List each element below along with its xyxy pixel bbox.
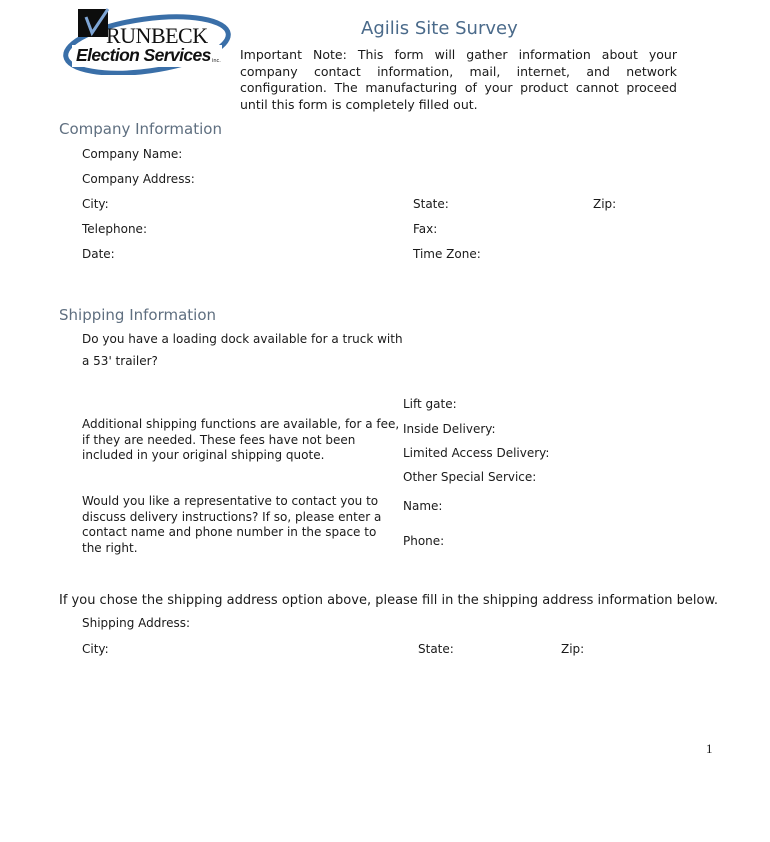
additional-shipping-text: Additional shipping functions are available, for a fee, if they are needed. These fees have not been included in your original shipping quote.: [82, 417, 400, 462]
logo-runbeck-text: RUNBECK: [106, 23, 208, 48]
important-note: Important Note: This form will gather information about your company contact information, mail, internet, and network configuration. The manufacturing of your product cannot proceed until this form is completely filled out.: [240, 47, 677, 112]
page-number: 1: [706, 741, 713, 756]
contact-name-label: Name:: [403, 499, 443, 513]
shipping-state-label: State:: [418, 642, 454, 656]
city-label: City:: [82, 197, 109, 211]
lift-gate-label: Lift gate:: [403, 397, 457, 411]
limited-access-delivery-label: Limited Access Delivery:: [403, 446, 550, 460]
zip-label: Zip:: [593, 197, 617, 211]
logo-inc-text: inc.: [212, 58, 221, 64]
time-zone-label: Time Zone:: [413, 247, 481, 261]
shipping-city-label: City:: [82, 642, 109, 656]
document-title: Agilis Site Survey: [361, 18, 518, 39]
runbeck-logo: [62, 3, 232, 75]
logo-election-services-text: Election Services: [76, 45, 211, 65]
other-special-service-label: Other Special Service:: [403, 470, 537, 484]
section-heading-company: Company Information: [59, 120, 222, 138]
section-heading-shipping: Shipping Information: [59, 306, 217, 324]
telephone-label: Telephone:: [82, 222, 147, 236]
shipping-address-instruction: If you chose the shipping address option above, please fill in the shipping address information below.: [59, 593, 719, 608]
fax-label: Fax:: [413, 222, 438, 236]
loading-dock-question-line2: a 53' trailer?: [82, 354, 158, 368]
shipping-address-label: Shipping Address:: [82, 616, 190, 630]
shipping-zip-label: Zip:: [561, 642, 585, 656]
date-label: Date:: [82, 247, 115, 261]
company-address-label: Company Address:: [82, 172, 195, 186]
contact-phone-label: Phone:: [403, 534, 445, 548]
representative-contact-text: Would you like a representative to contact you to discuss delivery instructions? If so, please enter a contact name and phone number in the space to the right.: [82, 494, 382, 555]
inside-delivery-label: Inside Delivery:: [403, 422, 496, 436]
loading-dock-question-line1: Do you have a loading dock available for a truck with: [82, 332, 403, 346]
company-name-label: Company Name:: [82, 147, 183, 161]
state-label: State:: [413, 197, 449, 211]
